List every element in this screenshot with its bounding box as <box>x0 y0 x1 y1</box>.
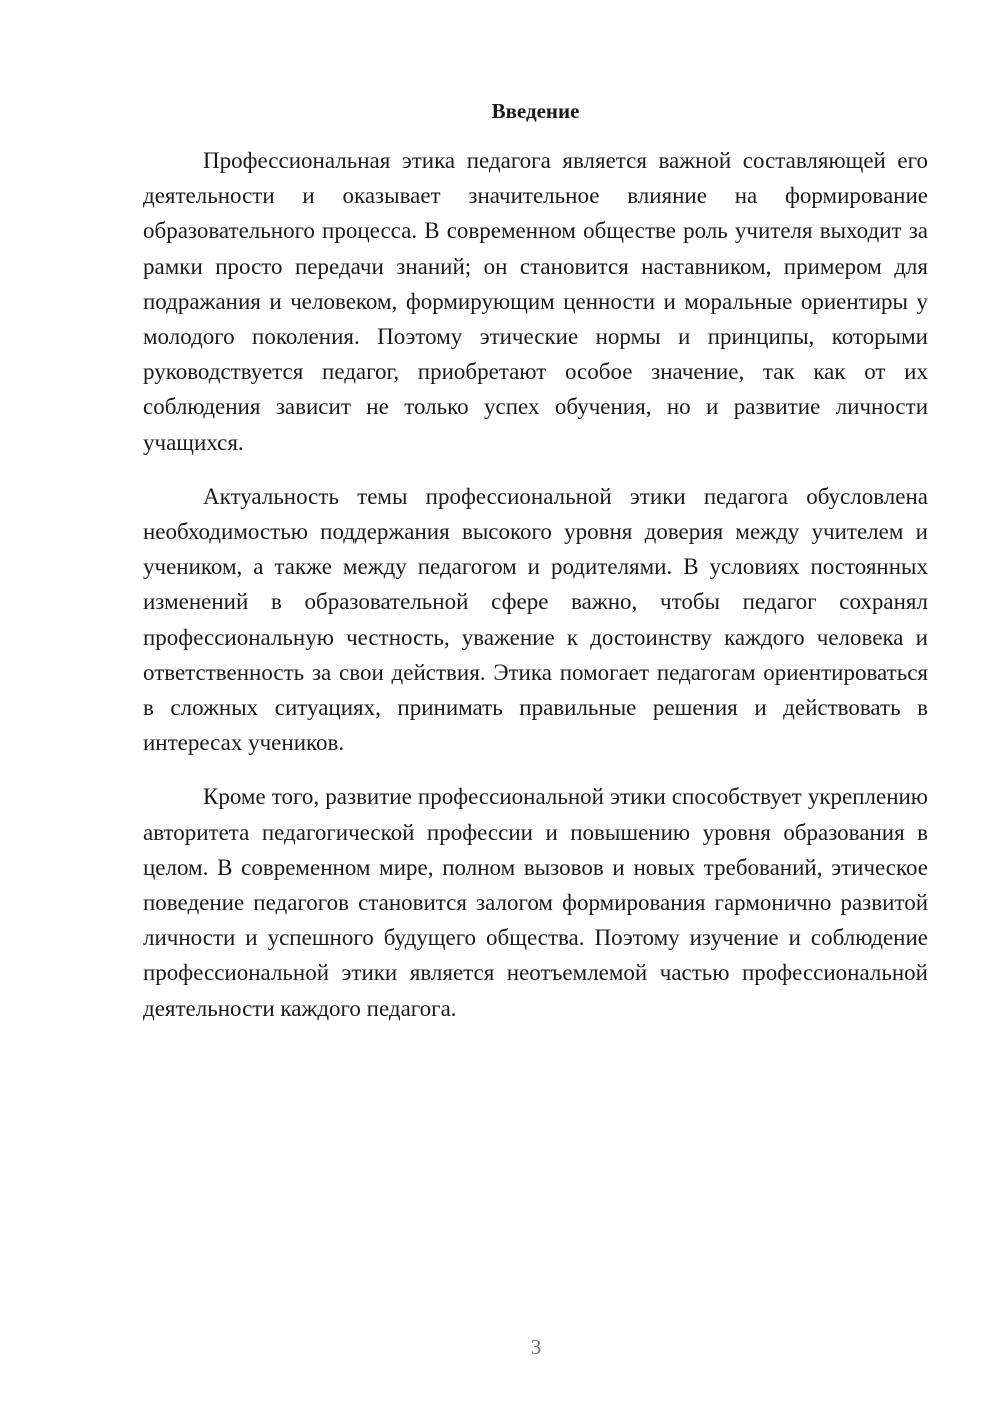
page-number: 3 <box>530 1335 542 1359</box>
paragraph-2: Актуальность темы профессиональной этики педагога обусловлена необходимостью поддержания высокого уровня доверия между учителем и учеником, а также между педагогом и родителями. В условиях постоянных изменений в образовательной сфере важно, чтобы педагог сохранял профессиональную честность, уважение к достоинству каждого человека и ответственность за свои действия. Этика помогает педагогам ориентироваться в сложных ситуациях, принимать правильные решения и действовать в интересах учеников. <box>143 483 928 756</box>
section-heading: Введение <box>491 99 580 123</box>
paragraph-3: Кроме того, развитие профессиональной этики способствует укреплению авторитета педагогической профессии и повышению уровня образования в целом. В современном мире, полном вызовов и новых требований, этическое поведение педагогов становится залогом формирования гармонично развитой личности и успешного будущего общества. Поэтому изучение и соблюдение профессиональной этики является неотъемлемой частью профессиональной деятельности каждого педагога. <box>143 784 928 1021</box>
document-body <box>143 143 928 1026</box>
paragraph-1: Профессиональная этика педагога является важной составляющей его деятельности и оказывает значительное влияние на формирование образовательного процесса. В современном обществе роль учителя выходит за рамки просто передачи знаний; он становится наставником, примером для подражания и человеком, формирующим ценности и моральные ориентиры у молодого поколения. Поэтому этические нормы и принципы, которыми руководствуется педагог, приобретают особое значение, так как от их соблюдения зависит не только успех обучения, но и развитие личности учащихся. <box>143 148 928 455</box>
